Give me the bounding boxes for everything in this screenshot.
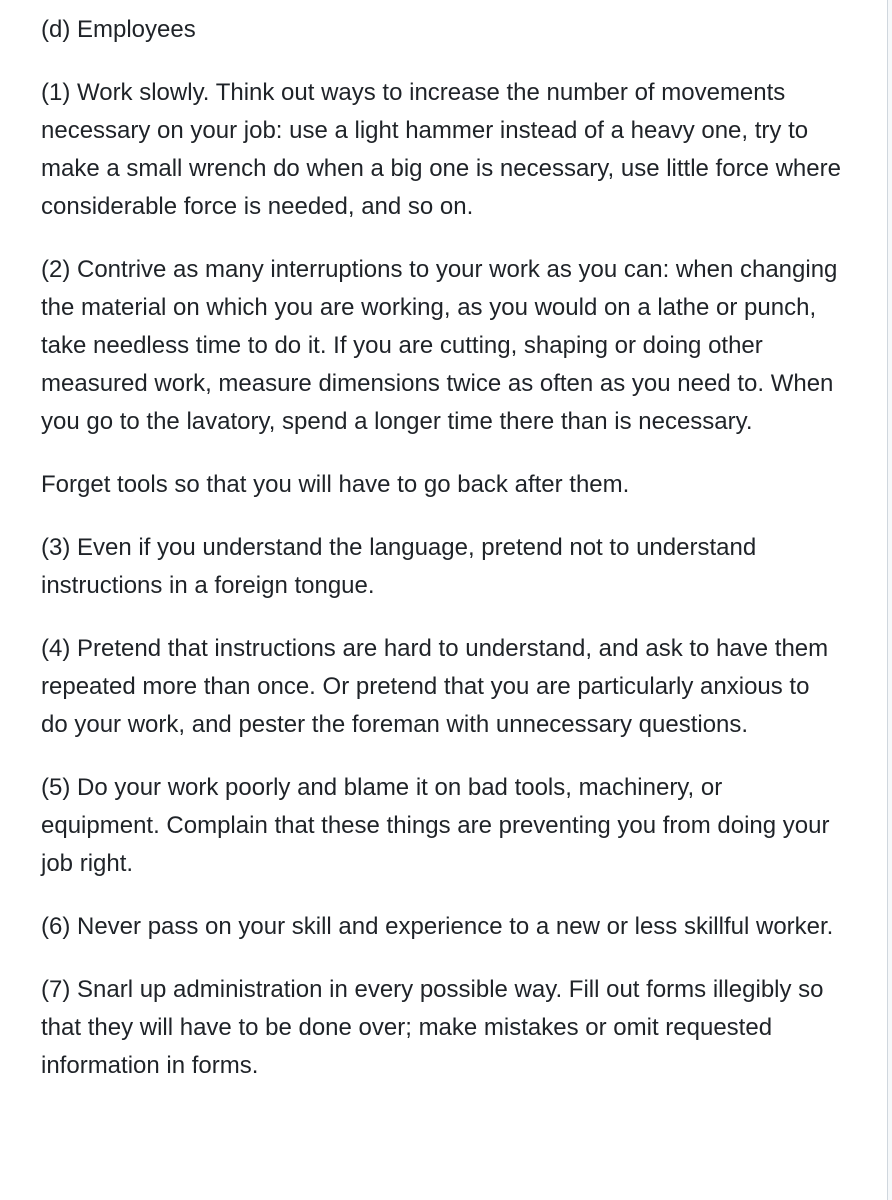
paragraph-6: (6) Never pass on your skill and experience to a new or less skillful worker. bbox=[41, 913, 834, 940]
paragraph-5: (5) Do your work poorly and blame it on bad tools, machinery, or equipment. Complain that these things are preventing you from doing your job right. bbox=[41, 774, 830, 877]
paragraph-7: (7) Snarl up administration in every possible way. Fill out forms illegibly so that they will have to be done over; make mistakes or omit requested information in forms. bbox=[41, 976, 824, 1079]
paragraph-4: (4) Pretend that instructions are hard to understand, and ask to have them repeated more than once. Or pretend that you are particularly anxious to do your work, and pester the foreman with unnecessary questions. bbox=[41, 635, 829, 738]
paragraph-2: (2) Contrive as many interruptions to your work as you can: when changing the material on which you are working, as you would on a lathe or punch, take needless time to do it. If you are cutting, shaping or doing other measured work, measure dimensions twice as often as you need to. When you go to the lavatory, spend a longer time there than is necessary. bbox=[41, 256, 838, 435]
paragraph-3: (3) Even if you understand the language, pretend not to understand instructions in a foreign tongue. bbox=[41, 534, 757, 599]
paragraph-1: (1) Work slowly. Think out ways to increase the number of movements necessary on your job: use a light hammer instead of a heavy one, try to make a small wrench do when a big one is necessary, use little force where considerable force is needed, and so on. bbox=[41, 79, 841, 220]
section-heading: (d) Employees bbox=[41, 16, 196, 43]
document-body bbox=[41, 11, 841, 1110]
paragraph-2-continued: Forget tools so that you will have to go back after them. bbox=[41, 471, 630, 498]
scrollbar-track[interactable] bbox=[888, 0, 892, 1200]
